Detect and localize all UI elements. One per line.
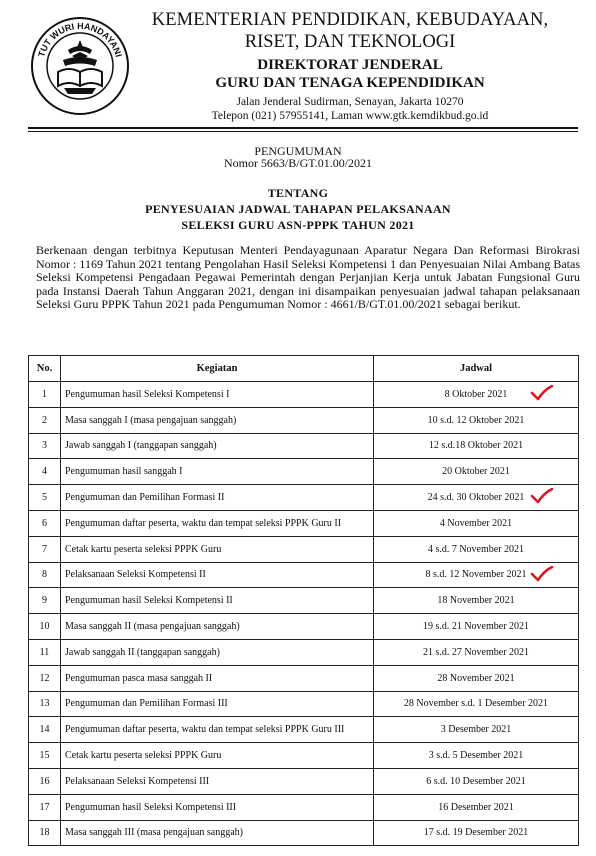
table-row bbox=[29, 382, 579, 408]
jadwal-text: 12 s.d.18 Oktober 2021 bbox=[428, 440, 524, 452]
ministry-name-line2: RISET, DAN TEKNOLOGI bbox=[244, 32, 456, 52]
row-kegiatan bbox=[61, 562, 374, 588]
row-jadwal bbox=[374, 407, 579, 433]
kegiatan-text: Masa sanggah II (masa pengajuan sanggah) bbox=[65, 621, 240, 633]
kegiatan-text: Pengumuman hasil Seleksi Kompetensi III bbox=[65, 801, 237, 813]
header-kegiatan: Kegiatan bbox=[61, 356, 374, 382]
jadwal-text: 4 s.d. 7 November 2021 bbox=[427, 543, 525, 555]
directorate-line1: DIREKTORAT JENDERAL bbox=[257, 57, 443, 73]
row-kegiatan bbox=[61, 407, 374, 433]
table-row bbox=[29, 768, 579, 794]
announcement-number: Nomor 5663/B/GT.01.00/2021 bbox=[223, 156, 373, 170]
row-number: 8 bbox=[29, 562, 61, 588]
row-jadwal bbox=[374, 794, 579, 820]
table-row bbox=[29, 665, 579, 691]
table-row bbox=[29, 485, 579, 511]
header-no: No. bbox=[29, 356, 61, 382]
row-number: 15 bbox=[29, 743, 61, 769]
kegiatan-text: Pelaksanaan Seleksi Kompetensi II bbox=[65, 569, 206, 581]
row-kegiatan bbox=[61, 485, 374, 511]
header-jadwal: Jadwal bbox=[374, 356, 579, 382]
letterhead-rule-thick bbox=[28, 127, 578, 129]
row-jadwal bbox=[374, 691, 579, 717]
kegiatan-text: Masa sanggah III (masa pengajuan sanggah) bbox=[65, 827, 243, 839]
table-row bbox=[29, 433, 579, 459]
jadwal-text: 3 Desember 2021 bbox=[440, 724, 512, 736]
row-jadwal bbox=[374, 743, 579, 769]
table-row bbox=[29, 562, 579, 588]
row-number: 16 bbox=[29, 768, 61, 794]
table-row bbox=[29, 717, 579, 743]
row-number: 18 bbox=[29, 820, 61, 846]
row-kegiatan bbox=[61, 691, 374, 717]
row-jadwal bbox=[374, 485, 579, 511]
jadwal-text: 8 Oktober 2021 bbox=[444, 388, 508, 400]
address: Jalan Jenderal Sudirman, Senayan, Jakarta 10270 bbox=[236, 96, 464, 108]
jadwal-text: 18 November 2021 bbox=[437, 595, 515, 607]
kegiatan-text: Jawab sanggah I (tanggapan sanggah) bbox=[65, 440, 217, 452]
table-row bbox=[29, 743, 579, 769]
table-row bbox=[29, 536, 579, 562]
intro-paragraph: Berkenaan dengan terbitnya Keputusan Menteri Pendayagunaan Aparatur Negara Dan Reformasi Birokrasi Nomor : 1169 Tahun 2021 tentang Pengolahan Hasil Seleksi Kompetensi 1 dan Penyesuaian Nilai Ambang Batas Seleksi Kompetensi Pengadaan Pegawai Pemerintah dengan Perjanjian Kerja untuk Jabatan Fungsional Guru pada Instansi Daerah Tahun Anggaran 2021, dengan ini disampaikan penyesuaian jadwal tahapan pelaksanaan Seleksi Guru PPPK Tahun 2021 pada Pengumuman Nomor : 4661/B/GT.01.00/2021 sebagai berikut. bbox=[36, 243, 580, 311]
letterhead-rule-thin bbox=[28, 131, 578, 132]
kegiatan-text: Pengumuman daftar peserta, waktu dan tempat seleksi PPPK Guru II bbox=[65, 517, 342, 529]
jadwal-text: 20 Oktober 2021 bbox=[442, 466, 510, 478]
kegiatan-text: Pengumuman dan Pemilihan Formasi II bbox=[65, 492, 225, 504]
kegiatan-text: Cetak kartu peserta seleksi PPPK Guru bbox=[65, 543, 222, 555]
row-number: 13 bbox=[29, 691, 61, 717]
ministry-name-line1: KEMENTERIAN PENDIDIKAN, KEBUDAYAAN, bbox=[151, 10, 549, 30]
jadwal-text: 24 s.d. 30 Oktober 2021 bbox=[427, 492, 525, 504]
row-kegiatan bbox=[61, 510, 374, 536]
kegiatan-text: Cetak kartu peserta seleksi PPPK Guru bbox=[65, 750, 222, 762]
red-checkmark-icon bbox=[530, 488, 554, 504]
kegiatan-text: Pelaksanaan Seleksi Kompetensi III bbox=[65, 775, 210, 787]
row-jadwal bbox=[374, 433, 579, 459]
red-checkmark-icon bbox=[530, 566, 554, 582]
kegiatan-text: Pengumuman hasil Seleksi Kompetensi II bbox=[65, 595, 233, 607]
row-jadwal bbox=[374, 510, 579, 536]
row-jadwal bbox=[374, 382, 579, 408]
row-number: 17 bbox=[29, 794, 61, 820]
subject-line1: PENYESUAIAN JADWAL TAHAPAN PELAKSANAAN bbox=[145, 202, 451, 216]
table-row bbox=[29, 614, 579, 640]
table-row bbox=[29, 510, 579, 536]
row-jadwal bbox=[374, 562, 579, 588]
kegiatan-text: Pengumuman hasil sanggah I bbox=[65, 466, 183, 478]
row-jadwal bbox=[374, 820, 579, 846]
kegiatan-text: Masa sanggah I (masa pengajuan sanggah) bbox=[65, 414, 237, 426]
kegiatan-text: Pengumuman hasil Seleksi Kompetensi I bbox=[65, 388, 230, 400]
contact-info: Telepon (021) 57955141, Laman www.gtk.kemdikbud.go.id bbox=[211, 110, 489, 122]
table-row bbox=[29, 588, 579, 614]
kegiatan-text: Pengumuman pasca masa sanggah II bbox=[65, 672, 213, 684]
kegiatan-text: Pengumuman daftar peserta, waktu dan tempat seleksi PPPK Guru III bbox=[65, 724, 345, 736]
row-kegiatan bbox=[61, 768, 374, 794]
table-row bbox=[29, 691, 579, 717]
row-jadwal bbox=[374, 588, 579, 614]
jadwal-text: 4 November 2021 bbox=[439, 517, 513, 529]
row-jadwal bbox=[374, 717, 579, 743]
announcement-heading bbox=[0, 145, 596, 232]
svg-text:TUT WURI HANDAYANI: TUT WURI HANDAYANI bbox=[36, 20, 124, 59]
table-row bbox=[29, 407, 579, 433]
jadwal-text: 8 s.d. 12 November 2021 bbox=[425, 569, 527, 581]
directorate-line2: GURU DAN TENAGA KEPENDIDIKAN bbox=[215, 75, 485, 91]
red-checkmark-icon bbox=[530, 385, 554, 401]
table-row bbox=[29, 794, 579, 820]
row-jadwal bbox=[374, 614, 579, 640]
row-kegiatan bbox=[61, 459, 374, 485]
row-number: 12 bbox=[29, 665, 61, 691]
tentang-label: TENTANG bbox=[267, 186, 329, 200]
tut-wuri-handayani-logo bbox=[28, 14, 132, 118]
row-number: 4 bbox=[29, 459, 61, 485]
row-number: 9 bbox=[29, 588, 61, 614]
row-kegiatan bbox=[61, 743, 374, 769]
row-jadwal bbox=[374, 665, 579, 691]
jadwal-text: 28 November 2021 bbox=[437, 672, 515, 684]
row-kegiatan bbox=[61, 382, 374, 408]
row-number: 14 bbox=[29, 717, 61, 743]
row-kegiatan bbox=[61, 639, 374, 665]
row-kegiatan bbox=[61, 717, 374, 743]
row-jadwal bbox=[374, 536, 579, 562]
jadwal-text: 17 s.d. 19 Desember 2021 bbox=[423, 827, 529, 839]
kegiatan-text: Pengumuman dan Pemilihan Formasi III bbox=[65, 698, 228, 710]
row-number: 10 bbox=[29, 614, 61, 640]
announcement-label: PENGUMUMAN bbox=[254, 144, 342, 158]
table-header-row bbox=[29, 356, 579, 382]
row-kegiatan bbox=[61, 665, 374, 691]
jadwal-text: 21 s.d. 27 November 2021 bbox=[422, 646, 530, 658]
row-jadwal bbox=[374, 768, 579, 794]
row-kegiatan bbox=[61, 588, 374, 614]
jadwal-text: 19 s.d. 21 November 2021 bbox=[422, 621, 530, 633]
jadwal-text: 3 s.d. 5 Desember 2021 bbox=[428, 750, 524, 762]
jadwal-text: 6 s.d. 10 Desember 2021 bbox=[426, 775, 526, 787]
table-row bbox=[29, 639, 579, 665]
row-kegiatan bbox=[61, 820, 374, 846]
row-kegiatan bbox=[61, 794, 374, 820]
jadwal-text: 28 November s.d. 1 Desember 2021 bbox=[403, 698, 549, 710]
jadwal-text: 16 Desember 2021 bbox=[438, 801, 514, 813]
row-jadwal bbox=[374, 459, 579, 485]
row-number: 1 bbox=[29, 382, 61, 408]
table-row bbox=[29, 459, 579, 485]
row-jadwal bbox=[374, 639, 579, 665]
row-number: 11 bbox=[29, 639, 61, 665]
row-number: 7 bbox=[29, 536, 61, 562]
schedule-table bbox=[28, 355, 579, 846]
schedule-table-body bbox=[29, 382, 579, 846]
row-number: 6 bbox=[29, 510, 61, 536]
row-number: 5 bbox=[29, 485, 61, 511]
row-kegiatan bbox=[61, 536, 374, 562]
subject-line2: SELEKSI GURU ASN-PPPK TAHUN 2021 bbox=[181, 218, 415, 232]
table-row bbox=[29, 820, 579, 846]
row-kegiatan bbox=[61, 433, 374, 459]
row-kegiatan bbox=[61, 614, 374, 640]
letterhead bbox=[0, 0, 596, 130]
row-number: 2 bbox=[29, 407, 61, 433]
kegiatan-text: Jawab sanggah II (tanggapan sanggah) bbox=[65, 646, 220, 658]
row-number: 3 bbox=[29, 433, 61, 459]
jadwal-text: 10 s.d. 12 Oktober 2021 bbox=[427, 414, 525, 426]
